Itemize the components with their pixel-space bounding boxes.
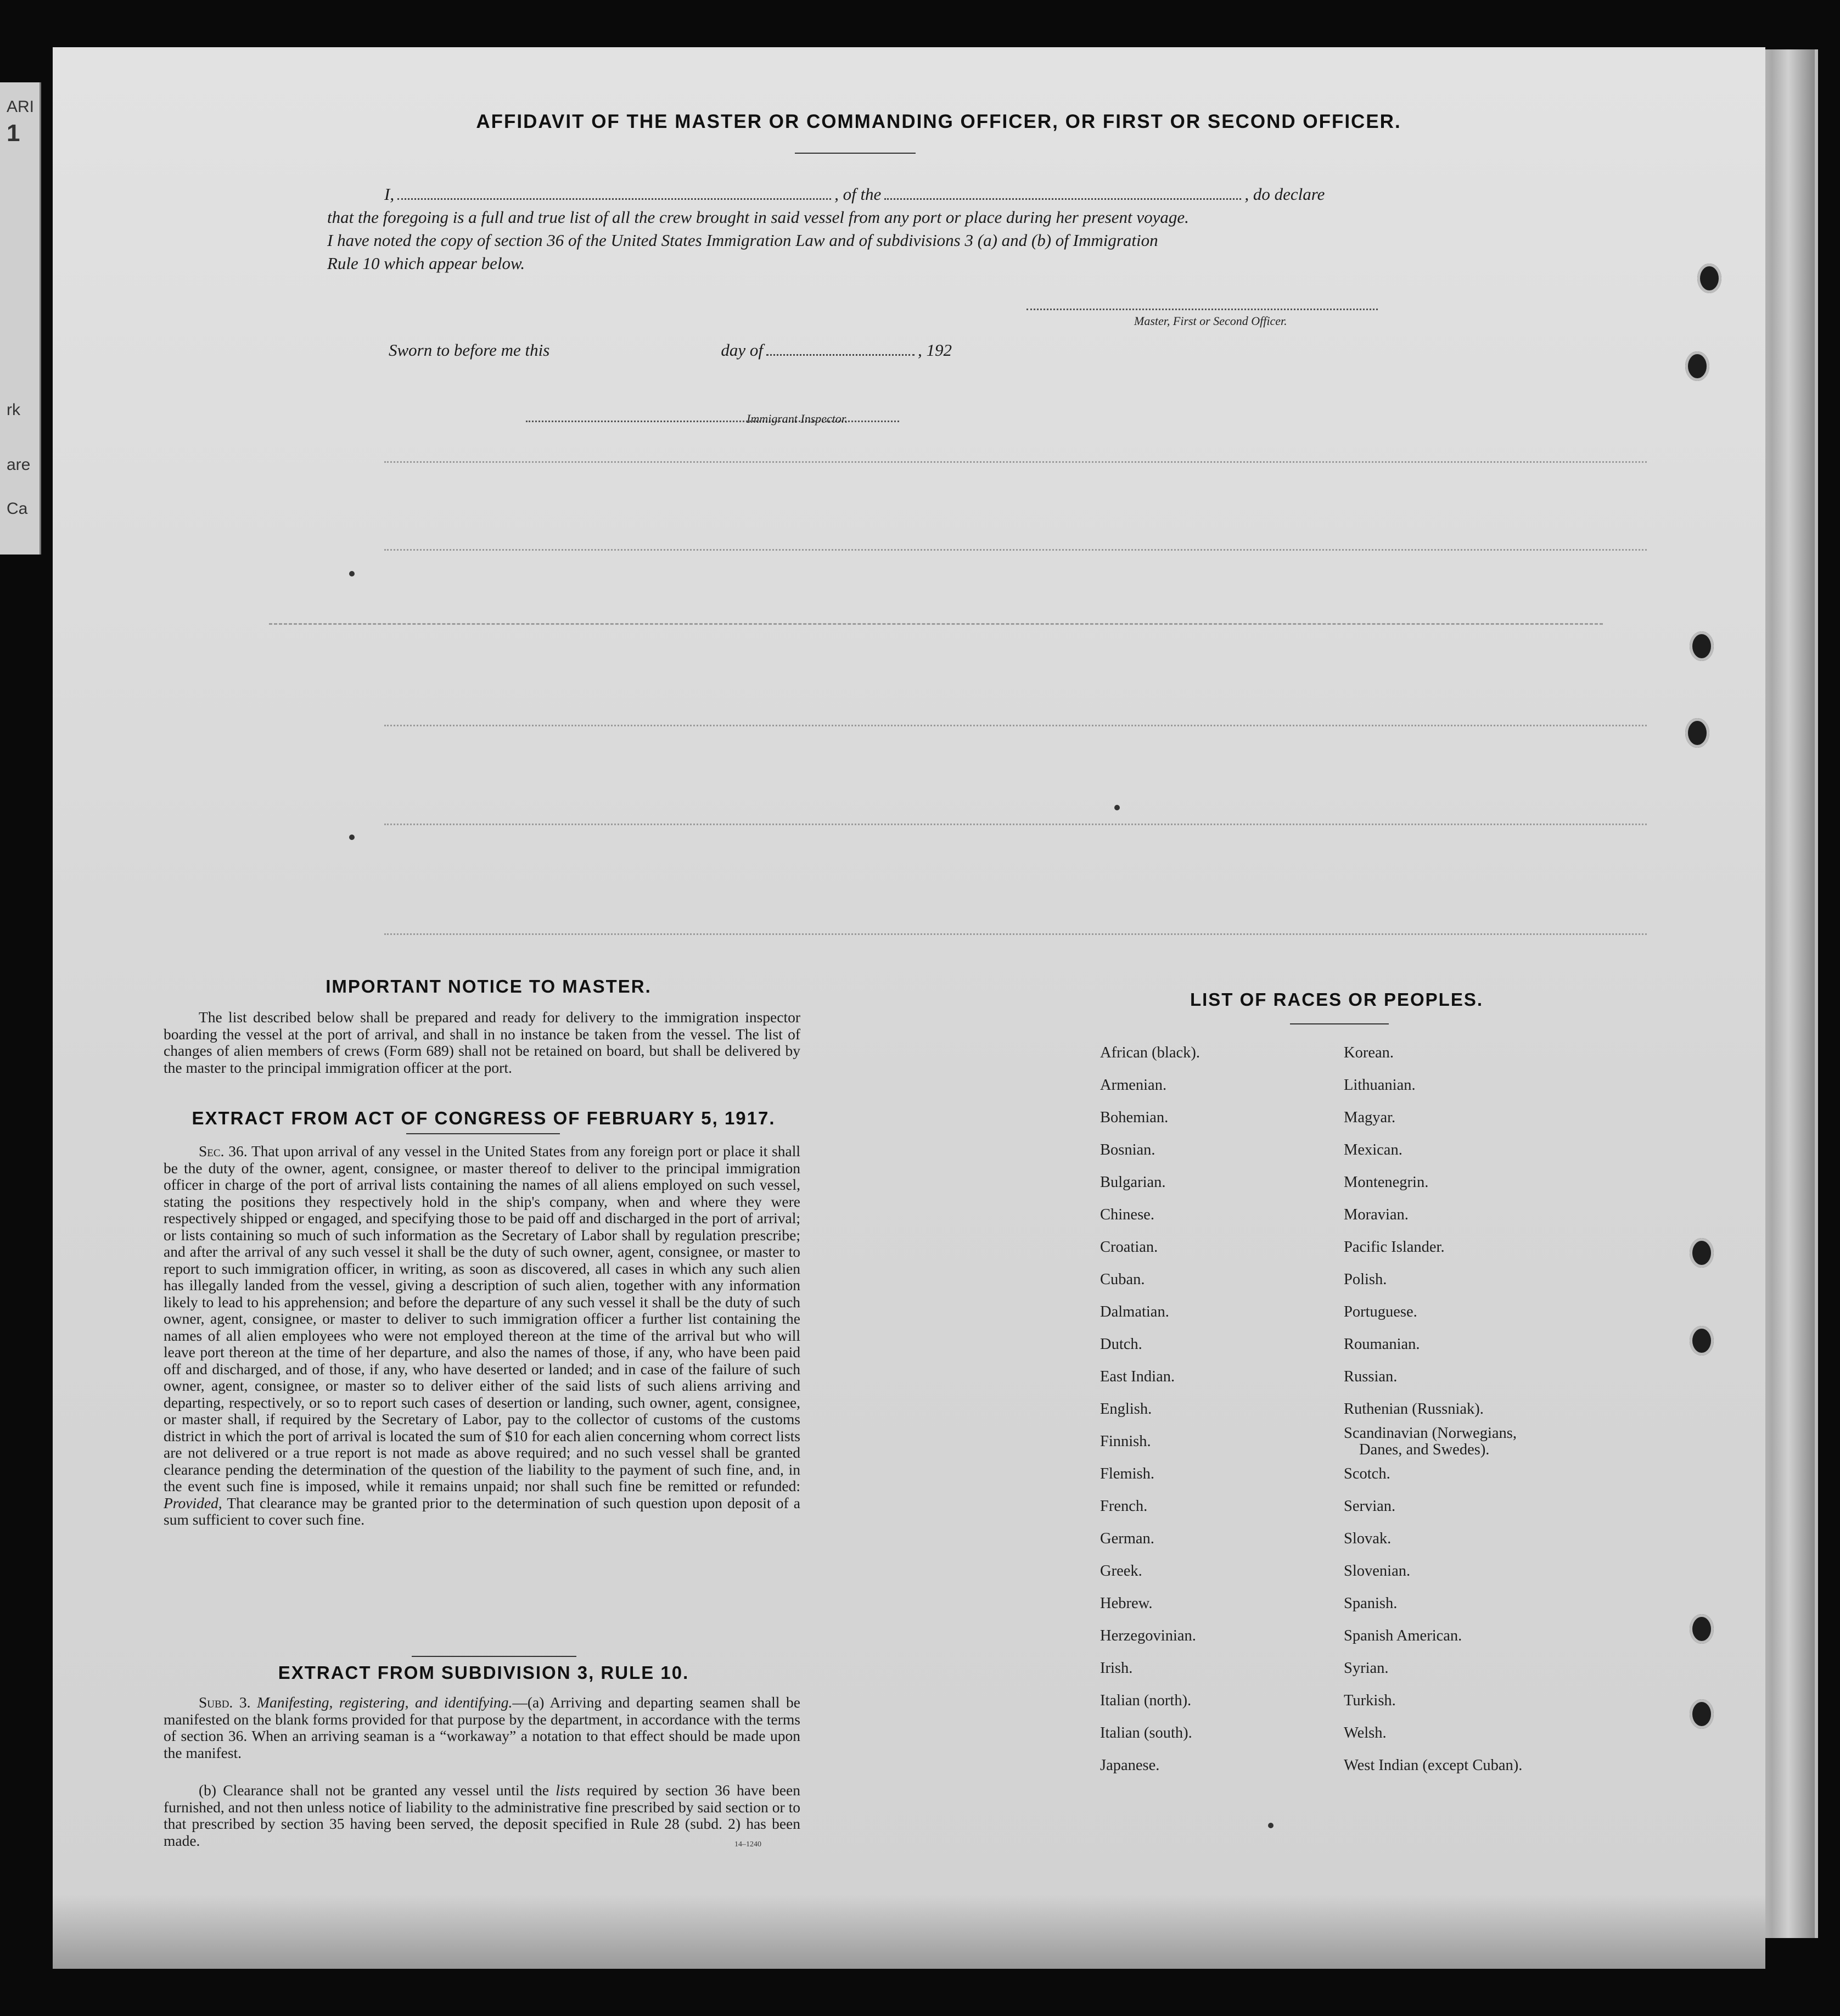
stray-mark xyxy=(1268,1823,1274,1828)
race-item: Lithuanian. xyxy=(1344,1077,1416,1094)
adjacent-page-strip xyxy=(0,82,41,555)
race-item: Pacific Islander. xyxy=(1344,1239,1445,1256)
act-title-underline xyxy=(406,1133,560,1134)
declarant-label: I, xyxy=(384,184,395,204)
race-item: West Indian (except Cuban). xyxy=(1344,1757,1523,1774)
margin-fragment: rk xyxy=(7,401,20,419)
stray-mark xyxy=(1114,805,1120,810)
race-item: Croatian. xyxy=(1100,1239,1158,1256)
races-title-underline xyxy=(1290,1023,1389,1024)
declaration-line-1 xyxy=(384,184,1325,204)
sworn-label: Sworn to before me this xyxy=(389,340,550,360)
master-signature-line[interactable] xyxy=(1026,309,1378,310)
race-item: Flemish. xyxy=(1100,1465,1154,1482)
race-item: Irish. xyxy=(1100,1660,1133,1677)
inspector-caption: Immigrant Inspector. xyxy=(747,412,848,425)
stray-mark xyxy=(349,835,355,840)
day-of-label: day of xyxy=(721,340,763,360)
race-item: Hebrew. xyxy=(1100,1595,1153,1612)
month-field[interactable] xyxy=(766,354,915,356)
race-item: East Indian. xyxy=(1100,1368,1175,1385)
margin-fragment: are xyxy=(7,456,31,474)
form-number: 14–1240 xyxy=(734,1840,761,1849)
race-item: Scandinavian (Norwegians, Danes, and Swedes). xyxy=(1344,1425,1517,1458)
binding-hole xyxy=(1685,351,1709,381)
bleed-through-rule xyxy=(384,824,1647,825)
race-item: Montenegrin. xyxy=(1344,1174,1429,1191)
race-item: Ruthenian (Russniak). xyxy=(1344,1401,1484,1418)
margin-fragment: 1 xyxy=(7,120,20,147)
declaration-line-3: I have noted the copy of section 36 of the United States Immigration Law and of subdivisions 3 (a) and (b) of Immigration xyxy=(327,231,1158,250)
race-item: Greek. xyxy=(1100,1563,1142,1580)
race-item: French. xyxy=(1100,1498,1148,1515)
race-item: Scotch. xyxy=(1344,1465,1390,1482)
bleed-through-rule xyxy=(269,623,1603,625)
race-item: Herzegovinian. xyxy=(1100,1627,1196,1644)
race-item: Slovenian. xyxy=(1344,1563,1411,1580)
bleed-through-rule xyxy=(384,933,1647,935)
binding-hole xyxy=(1697,264,1721,293)
race-item: Cuban. xyxy=(1100,1271,1145,1288)
race-item: German. xyxy=(1100,1530,1154,1547)
race-item: Spanish American. xyxy=(1344,1627,1462,1644)
race-item: Chinese. xyxy=(1100,1206,1154,1223)
rule-extract-top-rule xyxy=(412,1656,576,1657)
race-item: Russian. xyxy=(1344,1368,1398,1385)
subdivision-heading: Manifesting, registering, and identifying. xyxy=(257,1694,513,1711)
declaration-line-2: that the foregoing is a full and true list of all the crew brought in said vessel from any port or place during her present voyage. xyxy=(327,208,1189,227)
section-label: Sec. 36. xyxy=(199,1143,248,1160)
race-item: Portuguese. xyxy=(1344,1303,1417,1320)
bleed-through-rule xyxy=(384,725,1647,726)
act-extract-title: EXTRACT FROM ACT OF CONGRESS OF FEBRUARY 5, 1917. xyxy=(192,1108,776,1128)
race-item: Syrian. xyxy=(1344,1660,1389,1677)
binding-hole xyxy=(1690,1699,1714,1729)
subdivision-b-text: (b) Clearance shall not be granted any vessel until the lists required by section 36 have been furnished, and not then unless notice of liability to the administrative fine prescribed by said section or to that prescribed by section 35 having been served, the deposit specified in Rule 28 (subd. 2) has been made. xyxy=(164,1782,800,1849)
master-signature-caption: Master, First or Second Officer. xyxy=(1134,314,1287,328)
year-label: , 192 xyxy=(917,340,952,360)
stray-mark xyxy=(349,571,355,576)
races-column-2 xyxy=(1344,1037,1585,1782)
race-item: Bosnian. xyxy=(1100,1141,1155,1158)
binding-hole xyxy=(1690,1326,1714,1356)
race-item: Bulgarian. xyxy=(1100,1174,1166,1191)
race-item: Mexican. xyxy=(1344,1141,1403,1158)
race-item: Italian (south). xyxy=(1100,1724,1192,1741)
page-bottom-shadow xyxy=(53,1894,1765,1969)
margin-fragment: ARI xyxy=(7,98,35,116)
races-column-1 xyxy=(1100,1037,1342,1782)
race-item: Turkish. xyxy=(1344,1692,1396,1709)
subdivision-label: Subd. 3. xyxy=(199,1694,251,1711)
race-item: Korean. xyxy=(1344,1044,1394,1061)
race-item: Italian (north). xyxy=(1100,1692,1192,1709)
race-item: African (black). xyxy=(1100,1044,1200,1061)
race-item: Japanese. xyxy=(1100,1757,1160,1774)
race-item: Magyar. xyxy=(1344,1109,1396,1126)
race-item: Finnish. xyxy=(1100,1433,1151,1450)
bleed-through-rule xyxy=(384,549,1647,551)
declaration-line-4: Rule 10 which appear below. xyxy=(327,254,525,273)
race-item: Dutch. xyxy=(1100,1336,1142,1353)
binding-hole xyxy=(1690,631,1714,661)
race-item: Slovak. xyxy=(1344,1530,1392,1547)
race-item: Servian. xyxy=(1344,1498,1396,1515)
binding-hole xyxy=(1690,1614,1714,1644)
declarant-name-field[interactable] xyxy=(397,198,831,200)
affidavit-title: AFFIDAVIT OF THE MASTER OR COMMANDING OFFICER, OR FIRST OR SECOND OFFICER. xyxy=(476,111,1401,132)
binding-hole xyxy=(1685,718,1709,748)
sworn-line xyxy=(389,340,952,360)
race-item: Roumanian. xyxy=(1344,1336,1420,1353)
act-section-36-text: Sec. 36. That upon arrival of any vessel in the United States from any foreign port or place it shall be the duty of the owner, agent, consignee, or master thereof to deliver to the principal immigration officer in charge of the port of arrival lists containing the names of all aliens employed on such vessel, stating the positions they respectively hold in the ship's company, when and where they were respectively shipped or engaged, and specifying those to be paid off and discharged in the port of arrival; or lists containing so much of such information as the Secretary of Labor shall by regulation prescribe; and after the arrival of any such vessel it shall be the duty of such owner, agent, consignee, or master to report to such immigration officer, in writing, as soon as discovered, all cases in which any such alien has illegally landed from the vessel, giving a description of such alien, together with any information likely to lead to his apprehension; and before the departure of any such vessel it shall be the duty of such owner, agent, consignee, or master to deliver to such immigration officer a further list containing the names of all alien employees who were not employed thereon at the time of the arrival but who will leave port thereon at the time of her departure, and also the names of those, if any, who have been paid off and discharged, and of those, if any, who have deserted or landed; and in case of the failure of such owner, agent, consignee, or master so to deliver either of the said lists of such aliens arriving and departing, respectively, or so to report such cases of desertion or landing, such owner, agent, consignee, or master shall, if required by the Secretary of Labor, pay to the collector of customs of the customs district in which the port of arrival is located the sum of $10 for each alien concerning whom correct lists are not delivered or a true report is not made as above required; and no such vessel shall be granted clearance pending the determination of the question of the liability to the payment of such fine, and, in the event such fine is imposed, while it remains unpaid; nor shall such fine be remitted or refunded: Provided, That clearance may be granted prior to the determination of such question upon deposit of a sum sufficient to cover such fine. xyxy=(164,1143,800,1528)
notice-text: The list described below shall be prepared and ready for delivery to the immigration inspector boarding the vessel at the port of arrival, and shall in no instance be taken from the vessel. The list of changes of alien members of crews (Form 689) shall not be retained on board, but shall be delivered by the master to the principal immigration officer at the port. xyxy=(164,1009,800,1076)
notice-title: IMPORTANT NOTICE TO MASTER. xyxy=(326,976,652,996)
race-item: Polish. xyxy=(1344,1271,1387,1288)
margin-fragment: Ca xyxy=(7,500,28,518)
races-title: LIST OF RACES OR PEOPLES. xyxy=(1190,989,1484,1010)
race-item: Armenian. xyxy=(1100,1077,1167,1094)
subdivision-3-text: Subd. 3. Manifesting, registering, and identifying.—(a) Arriving and departing seamen shall be manifested on the blank forms provided for that purpose by the department, in accordance with the terms of section 36. When an arriving seaman is a “workaway” a notation to that effect should be made upon the manifest. xyxy=(164,1694,800,1761)
race-item: Bohemian. xyxy=(1100,1109,1169,1126)
binding-hole xyxy=(1690,1238,1714,1268)
bleed-through-rule xyxy=(384,461,1647,463)
declare-label: , do declare xyxy=(1244,184,1325,204)
race-item: Spanish. xyxy=(1344,1595,1398,1612)
race-item: Dalmatian. xyxy=(1100,1303,1169,1320)
race-item: English. xyxy=(1100,1401,1152,1418)
rule-extract-title: EXTRACT FROM SUBDIVISION 3, RULE 10. xyxy=(278,1662,689,1683)
of-the-label: , of the xyxy=(834,184,882,204)
race-item: Welsh. xyxy=(1344,1724,1387,1741)
race-item: Moravian. xyxy=(1344,1206,1409,1223)
title-underline xyxy=(795,153,916,154)
vessel-name-field[interactable] xyxy=(884,198,1241,200)
